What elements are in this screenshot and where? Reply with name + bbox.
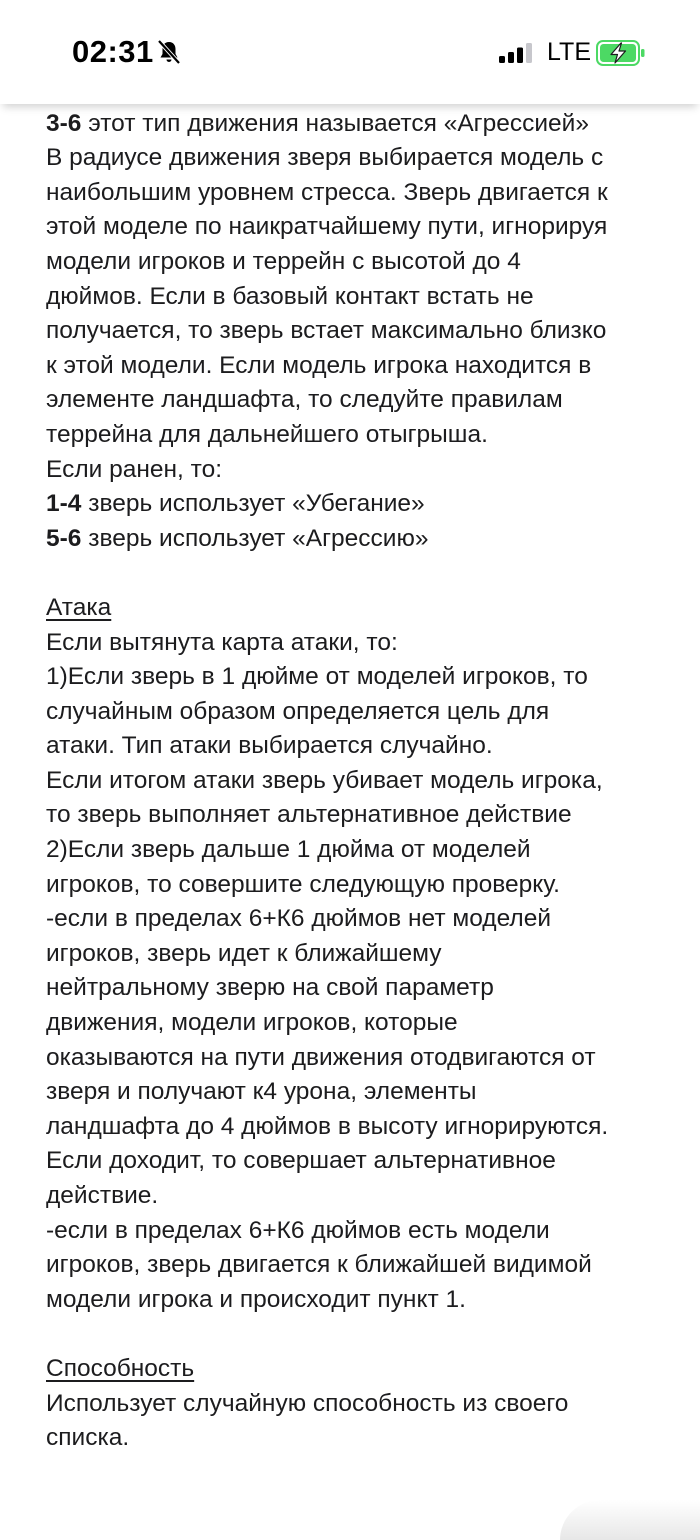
aggression-line: террейна для дальнейшего отыгрыша. xyxy=(46,420,488,448)
aggression-range: 3-6 xyxy=(46,109,82,137)
aggression-line: модели игроков и террейн с высотой до 4 xyxy=(46,247,521,275)
attack-line: модели игрока и происходит пункт 1. xyxy=(46,1285,466,1313)
wounded-option xyxy=(46,522,700,557)
aggression-line: получается, то зверь встает максимально близко xyxy=(46,317,607,345)
wounded-text: зверь использует «Агрессию» xyxy=(81,524,429,552)
attack-line: нейтральному зверю на свой параметр xyxy=(46,974,494,1002)
aggression-line: к этой модели. Если модель игрока находится в xyxy=(46,351,592,379)
attack-line: ландшафта до 4 дюймов в высоту игнорируются. xyxy=(46,1112,609,1140)
wounded-option xyxy=(46,487,700,522)
ability-line: Использует случайную способность из своего xyxy=(46,1389,569,1417)
attack-line: игроков, зверь двигается к ближайшей видимой xyxy=(46,1251,592,1279)
aggression-line: дюймов. Если в базовый контакт встать не xyxy=(46,282,534,310)
bell-off-icon xyxy=(157,39,181,65)
battery-charging-icon xyxy=(596,40,646,66)
attack-line: зверя и получают к4 урона, элементы xyxy=(46,1078,477,1106)
bottom-edge-shade xyxy=(560,1500,700,1540)
attack-line: оказываются на пути движения отодвигаются от xyxy=(46,1043,596,1071)
document-body[interactable] xyxy=(0,72,700,1518)
aggression-line: этой моделе по наикратчайшему пути, игнорируя xyxy=(46,213,608,241)
aggression-line: наибольшим уровнем стресса. Зверь двигается к xyxy=(46,178,608,206)
attack-line: Если вытянута карта атаки, то: xyxy=(46,628,398,656)
attack-line: Если доходит, то совершает альтернативное xyxy=(46,1147,556,1175)
spacer xyxy=(46,556,700,591)
attack-line: действие. xyxy=(46,1182,159,1209)
network-type: LTE xyxy=(547,38,591,66)
attack-line: игроков, зверь идет к ближайшему xyxy=(46,939,442,967)
attack-line: -если в пределах 6+К6 дюймов есть модели xyxy=(46,1216,550,1244)
attack-line: то зверь выполняет альтернативное действие xyxy=(46,801,572,829)
ability-heading: Способность xyxy=(46,1354,195,1382)
wounded-range: 1-4 xyxy=(46,490,82,518)
attack-line: движения, модели игроков, которые xyxy=(46,1009,458,1037)
aggression-line: В радиусе движения зверя выбирается модель с xyxy=(46,144,604,172)
attack-heading: Атака xyxy=(46,593,112,621)
spacer xyxy=(46,1317,700,1352)
attack-line: Если итогом атаки зверь убивает модель игрока, xyxy=(46,766,603,794)
status-bar xyxy=(0,0,700,104)
attack-line: атаки. Тип атаки выбирается случайно. xyxy=(46,732,493,760)
attack-line: 1)Если зверь в 1 дюйме от моделей игроков, то xyxy=(46,663,588,691)
attack-line: -если в пределах 6+К6 дюймов нет моделей xyxy=(46,905,552,933)
aggression-line: элементе ландшафта, то следуйте правилам xyxy=(46,386,563,414)
wounded-range: 5-6 xyxy=(46,524,82,552)
attack-line: игроков, то совершите следующую проверку. xyxy=(46,870,560,898)
wounded-text: зверь использует «Убегание» xyxy=(81,490,425,518)
aggression-title-line xyxy=(46,107,700,142)
aggression-title: этот тип движения называется «Агрессией» xyxy=(81,109,589,137)
attack-line: случайным образом определяется цель для xyxy=(46,697,550,725)
attack-line: 2)Если зверь дальше 1 дюйма от моделей xyxy=(46,836,531,864)
signal-bars-icon xyxy=(499,43,533,63)
status-time: 02:31 xyxy=(72,34,154,69)
ability-line: списка. xyxy=(46,1424,130,1452)
wounded-intro: Если ранен, то: xyxy=(46,455,223,483)
